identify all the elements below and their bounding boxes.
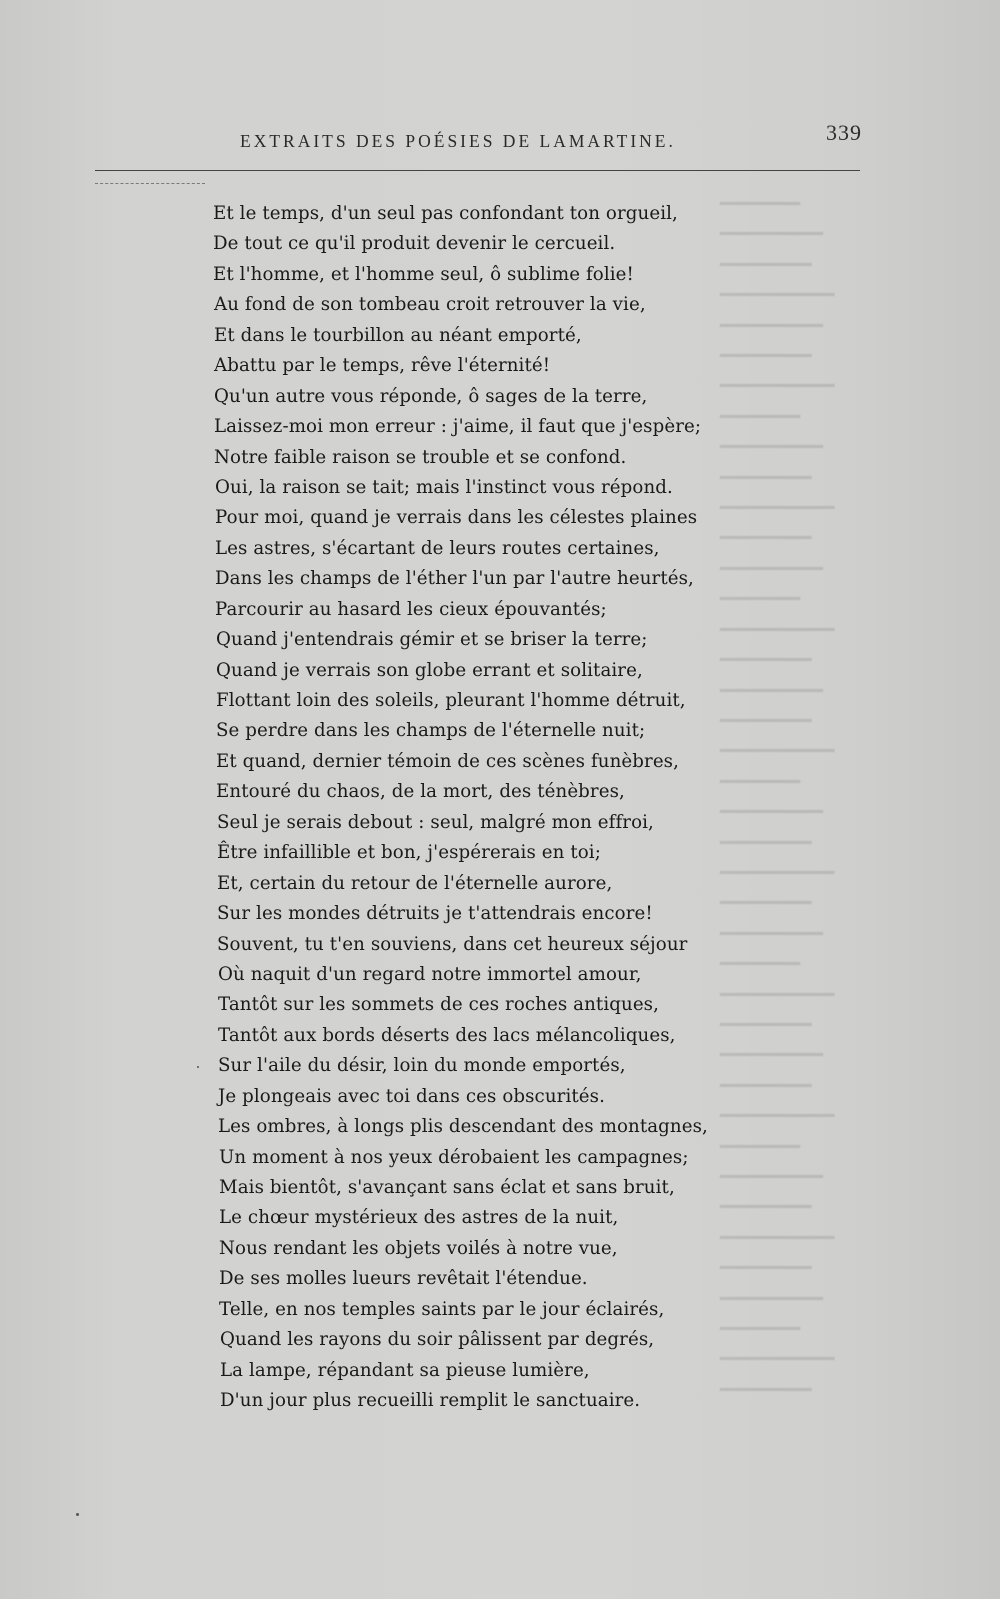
poem-line: Qu'un autre vous réponde, ô sages de la terre, [214,385,648,407]
poem-line: Mais bientôt, s'avançant sans éclat et sans bruit, [219,1177,675,1198]
poem-line: Se perdre dans les champs de l'éternelle nuit; [216,720,646,742]
poem-line: Nous rendant les objets voilés à notre vue, [219,1237,618,1259]
poem-line: Et dans le tourbillon au néant emporté, [214,324,582,346]
paper-speck [76,1513,79,1516]
poem-line: Le chœur mystérieux des astres de la nuit, [219,1207,619,1229]
poem-line: Dans les champs de l'éther l'un par l'autre heurtés, [215,568,694,590]
paper-speck [197,1066,199,1068]
poem-line: Au fond de son tombeau croit retrouver la vie, [214,294,646,316]
header-rule [95,170,860,171]
poem-line: Être infaillible et bon, j'espérerais en toi; [217,842,601,864]
poem-line: Pour moi, quand je verrais dans les célestes plaines [215,507,698,529]
poem-line: D'un jour plus recueilli remplit le sanctuaire. [220,1390,641,1412]
poem-line: Et le temps, d'un seul pas confondant ton orgueil, [213,203,678,224]
header-rule-dashed [95,183,205,184]
poem-line: Et quand, dernier témoin de ces scènes funèbres, [216,750,679,772]
poem-text [213,199,733,1417]
poem-line: Parcourir au hasard les cieux épouvantés; [215,598,607,620]
poem-line: La lampe, répandant sa pieuse lumière, [220,1359,590,1381]
page-number: 339 [826,120,862,145]
poem-line: Notre faible raison se trouble et se confond. [214,446,627,468]
poem-line: Et l'homme, et l'homme seul, ô sublime folie! [213,263,634,285]
poem-line: Quand je verrais son globe errant et solitaire, [216,659,643,681]
poem-line: Où naquit d'un regard notre immortel amour, [218,963,642,985]
poem-line: De ses molles lueurs revêtait l'étendue. [219,1268,588,1290]
poem-line: Les ombres, à longs plis descendant des montagnes, [218,1116,708,1138]
running-title: EXTRAITS DES POÉSIES DE LAMARTINE. [240,131,676,151]
poem-line: Souvent, tu t'en souviens, dans cet heureux séjour [217,933,688,955]
poem-line: Quand j'entendrais gémir et se briser la terre; [216,629,648,651]
poem-line: Sur l'aile du désir, loin du monde emportés, [218,1055,626,1077]
poem-line: Tantôt aux bords déserts des lacs mélancoliques, [218,1024,676,1046]
poem-line: Seul je serais debout : seul, malgré mon effroi, [217,811,654,833]
poem-line: Oui, la raison se tait; mais l'instinct vous répond. [215,476,673,498]
show-through-texture: ━━━━━━━ ━━━━━━━━━ ━━━━━━━━ ━━━━━━━━━━ ━━━━━━━━━ ━━━━━━━━ ━━━━━━━━━━ ━━━━━━━ ━━━━━━━━━ ━━━━━━━━ ━━━━━━━━━━ ━━━━━━━━ ━━━━━━━━━ ━━━━━━━ ━━━━━━━━━━ ━━━━━━━━ ━━━━━━━━━ ━━━━━━━━ ━━━━━━━━━━ ━━━━━━━ ━━━━━━━━━ ━━━━━━━━ ━━━━━━━━━━ ━━━━━━━━ ━━━━━━━━━ ━━━━━━━ ━━━━━━━━━━ ━━━━━━━━ ━━━━━━━━━ ━━━━━━━━ ━━━━━━━━━━ ━━━━━━━ ━━━━━━━━━ ━━━━━━━━ ━━━━━━━━━━ ━━━━━━━━ ━━━━━━━━━ ━━━━━━━ ━━━━━━━━━━ ━━━━━━━━ [720,194,835,1401]
poem-line: Quand les rayons du soir pâlissent par degrés, [220,1329,655,1351]
poem-line: De tout ce qu'il produit devenir le cercueil. [213,233,616,255]
poem-line: Un moment à nos yeux dérobaient les campagnes; [219,1146,689,1168]
poem-line: Tantôt sur les sommets de ces roches antiques, [218,994,659,1016]
poem-line: Flottant loin des soleils, pleurant l'homme détruit, [216,690,686,711]
poem-line: Telle, en nos temples saints par le jour éclairés, [219,1298,665,1320]
poem-line: Les astres, s'écartant de leurs routes certaines, [215,537,660,559]
poem-line: Abattu par le temps, rêve l'éternité! [214,355,551,377]
poem-line: Sur les mondes détruits je t'attendrais encore! [217,903,653,925]
poem-line: Je plongeais avec toi dans ces obscurités. [218,1085,605,1107]
poem-line: Et, certain du retour de l'éternelle aurore, [217,872,613,894]
poem-line: Entouré du chaos, de la mort, des ténèbres, [216,781,625,803]
poem-line: Laissez-moi mon erreur : j'aime, il faut que j'espère; [214,416,702,438]
